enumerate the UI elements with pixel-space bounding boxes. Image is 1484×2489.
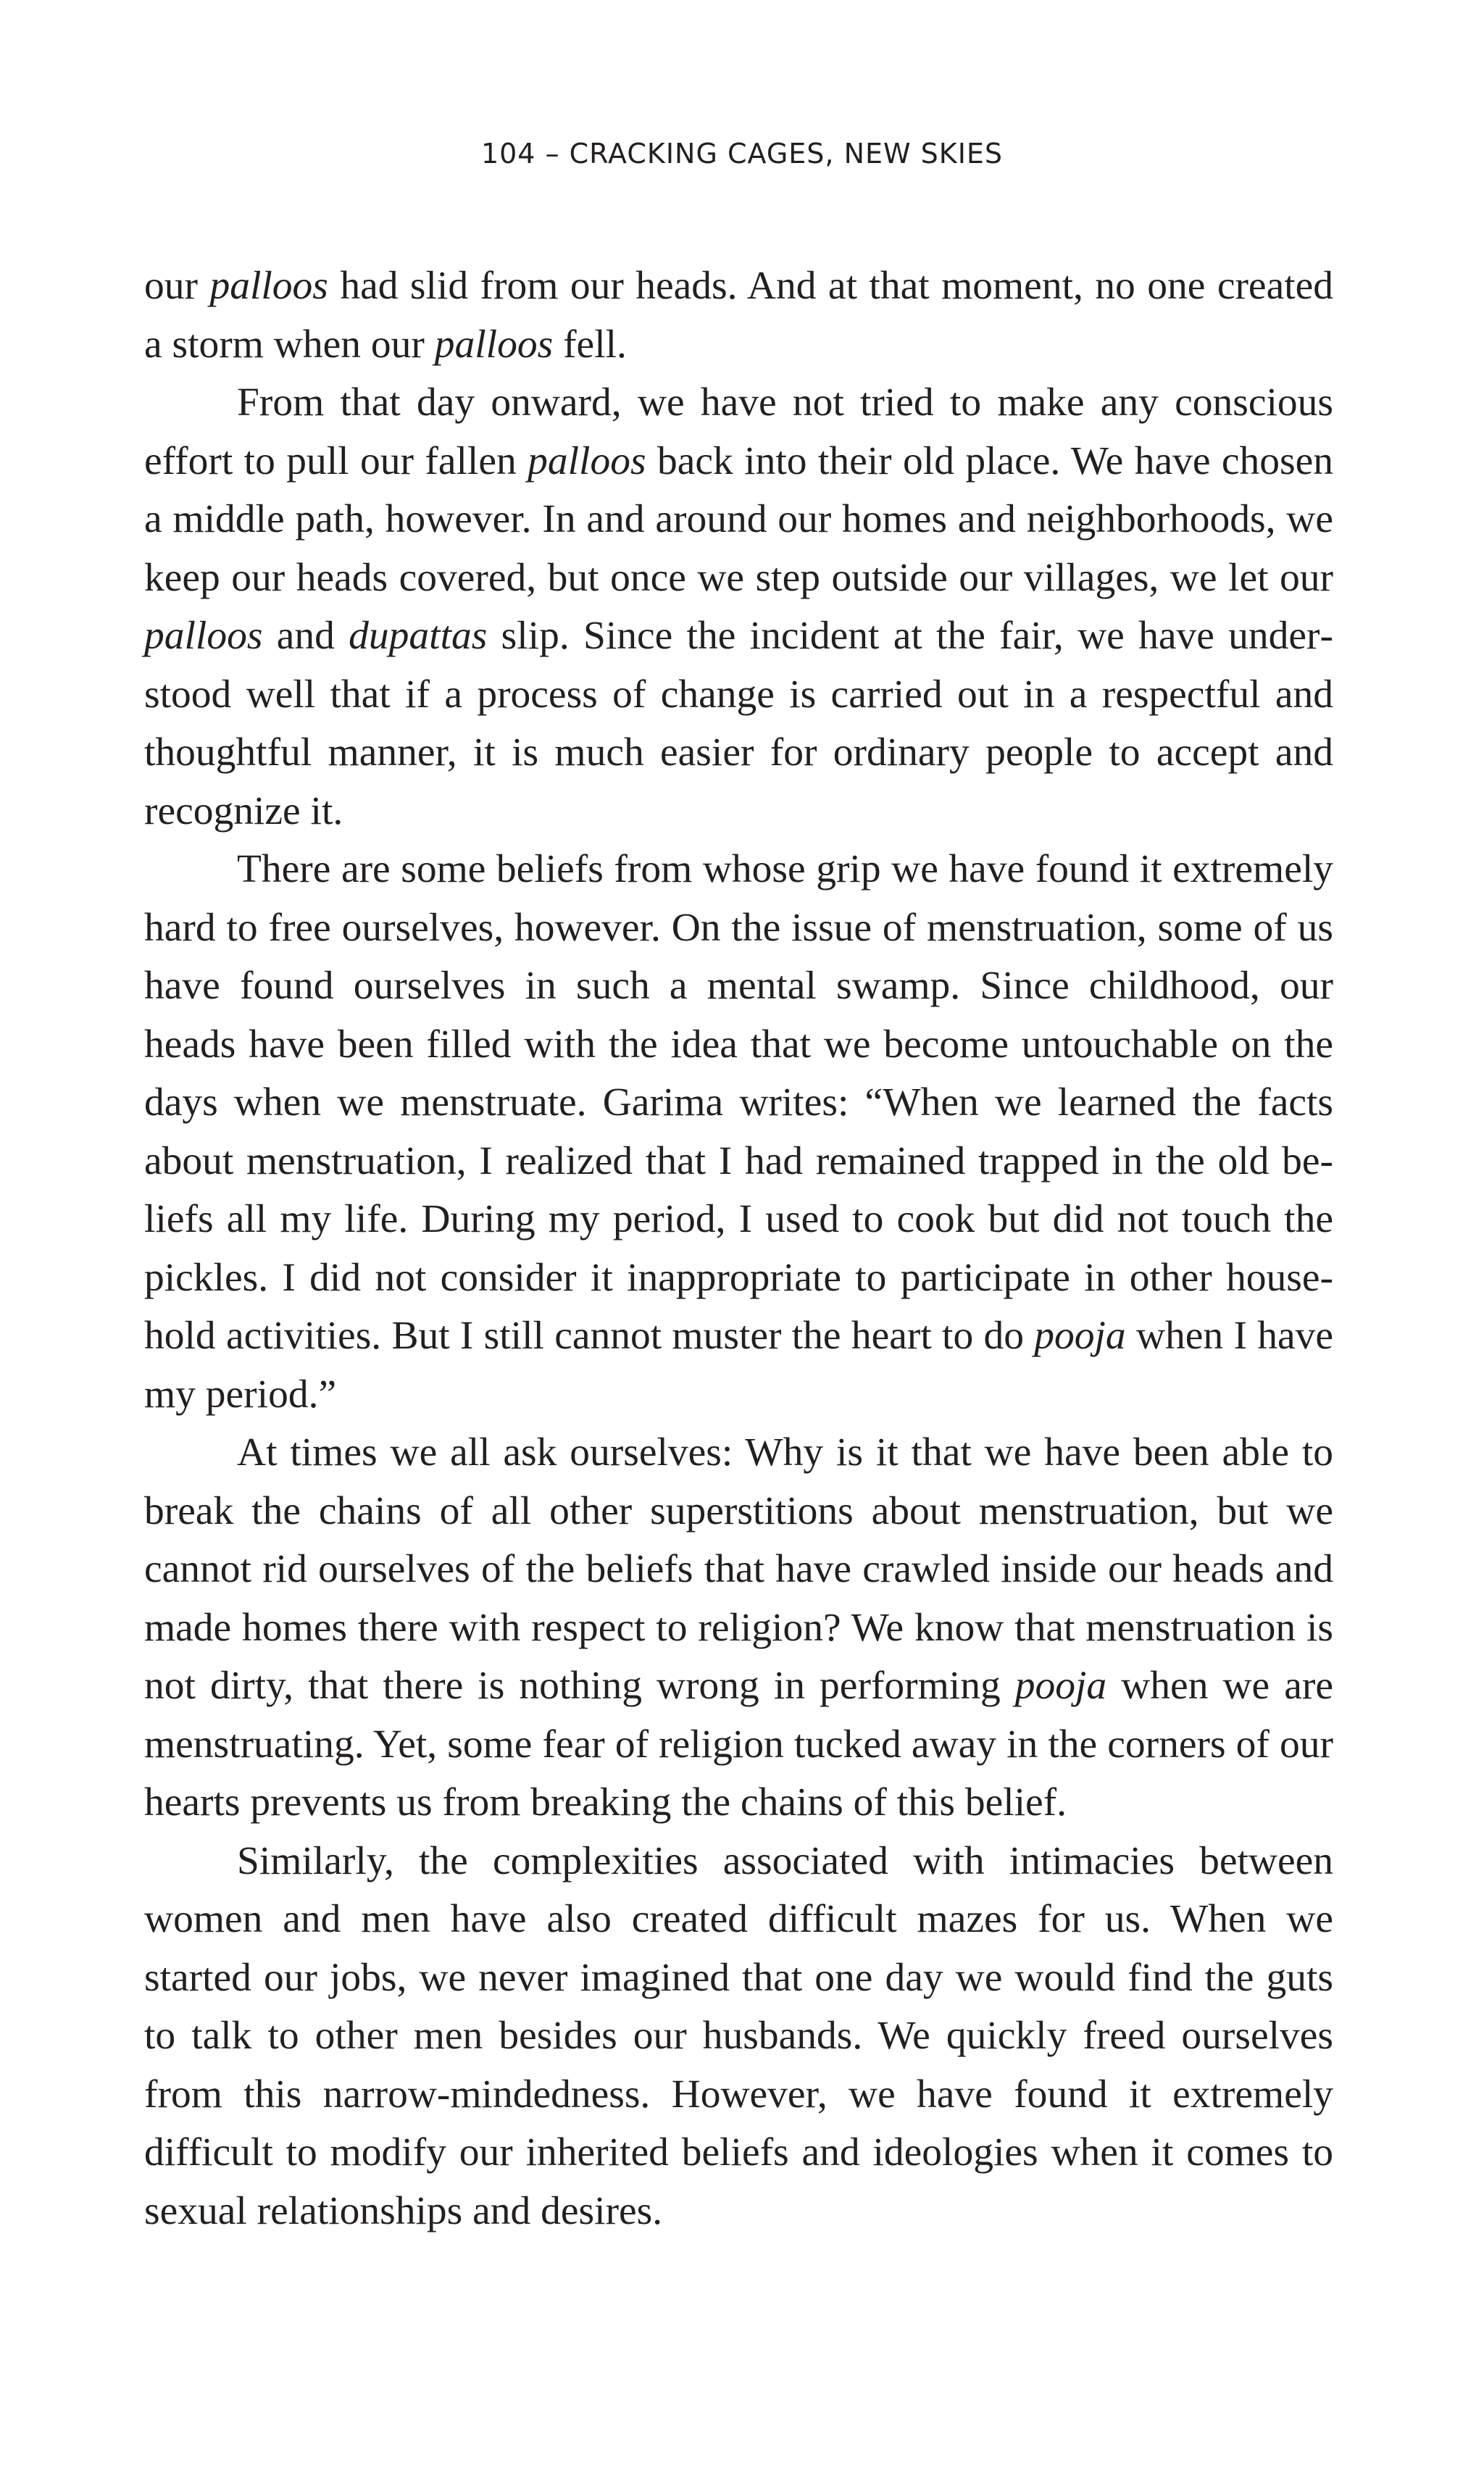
italic-term: palloos xyxy=(209,264,328,308)
paragraph-4 xyxy=(144,1424,1333,1833)
text-segment: when I have my period.” xyxy=(144,1314,1333,1417)
text-segment: had slid from our heads. And at that moment, no one created a storm when our xyxy=(144,264,1334,367)
italic-term: pooja xyxy=(1034,1314,1126,1358)
italic-term: palloos xyxy=(144,614,263,658)
text-segment: fell. xyxy=(553,322,627,367)
paragraph-2 xyxy=(144,374,1333,841)
italic-term: dupattas xyxy=(349,614,488,658)
text-segment: From that day onward, we have not tried to make any conscious effort to pull our fallen xyxy=(144,380,1333,483)
paragraph-1 xyxy=(144,257,1333,374)
running-head: 104 – CRACKING CAGES, NEW SKIES xyxy=(480,138,1004,170)
text-segment: our xyxy=(144,264,210,308)
text-segment: and xyxy=(262,614,349,658)
italic-term: pooja xyxy=(1014,1664,1107,1708)
text-segment: when we are menstruating. Yet, some fear of religion tucked away in the corners of our hearts prevents us from breaking the chains of this belief. xyxy=(144,1664,1333,1825)
italic-term: palloos xyxy=(528,438,646,483)
paragraph-5 xyxy=(144,1833,1333,2241)
text-segment: There are some beliefs from whose grip we have found it extremely hard to free ourselves, however. On the issue of menstruation, some of us have found ourselves in such a mental swamp. Since childhood, our heads have been filled with the idea that we become untouchable on the days when we menstruate. Garima writes: “When we learned the facts about menstruation, I realized that I had remained trapped in the old beliefs all my life. During my period, I used to cook but did not touch the pickles. I did not consider it inappropriate to participate in other household activities. But I still cannot muster the heart to do xyxy=(144,847,1333,1358)
paragraph-3 xyxy=(144,841,1333,1424)
text-segment: slip. Since the incident at the fair, we have understood well that if a process of change is carried out in a respectful and thoughtful manner, it is much easier for ordinary people to accept and recognize it. xyxy=(144,614,1333,833)
text-segment: At times we all ask ourselves: Why is it that we have been able to break the chains of all other superstitions about menstruation, but we cannot rid ourselves of the beliefs that have crawled inside our heads and made homes there with respect to religion? We know that menstruation is not dirty, that there is nothing wrong in performing xyxy=(144,1430,1333,1708)
body-text xyxy=(144,257,1333,2240)
text-segment: Similarly, the complexities associated with intimacies between women and men have also created difficult mazes for us. When we started our jobs, we never imagined that one day we would find the guts to talk to other men besides our husbands. We quickly freed ourselves from this narrow-mindedness. However, we have found it extremely difficult to modify our inherited beliefs and ideologies when it comes to sexual relationships and desires. xyxy=(144,1838,1333,2233)
text-segment: back into their old place. We have chosen a middle path, however. In and around our homes and neighborhoods, we keep our heads covered, but once we step outside our villages, we let our xyxy=(144,438,1333,600)
italic-term: palloos xyxy=(434,322,554,367)
